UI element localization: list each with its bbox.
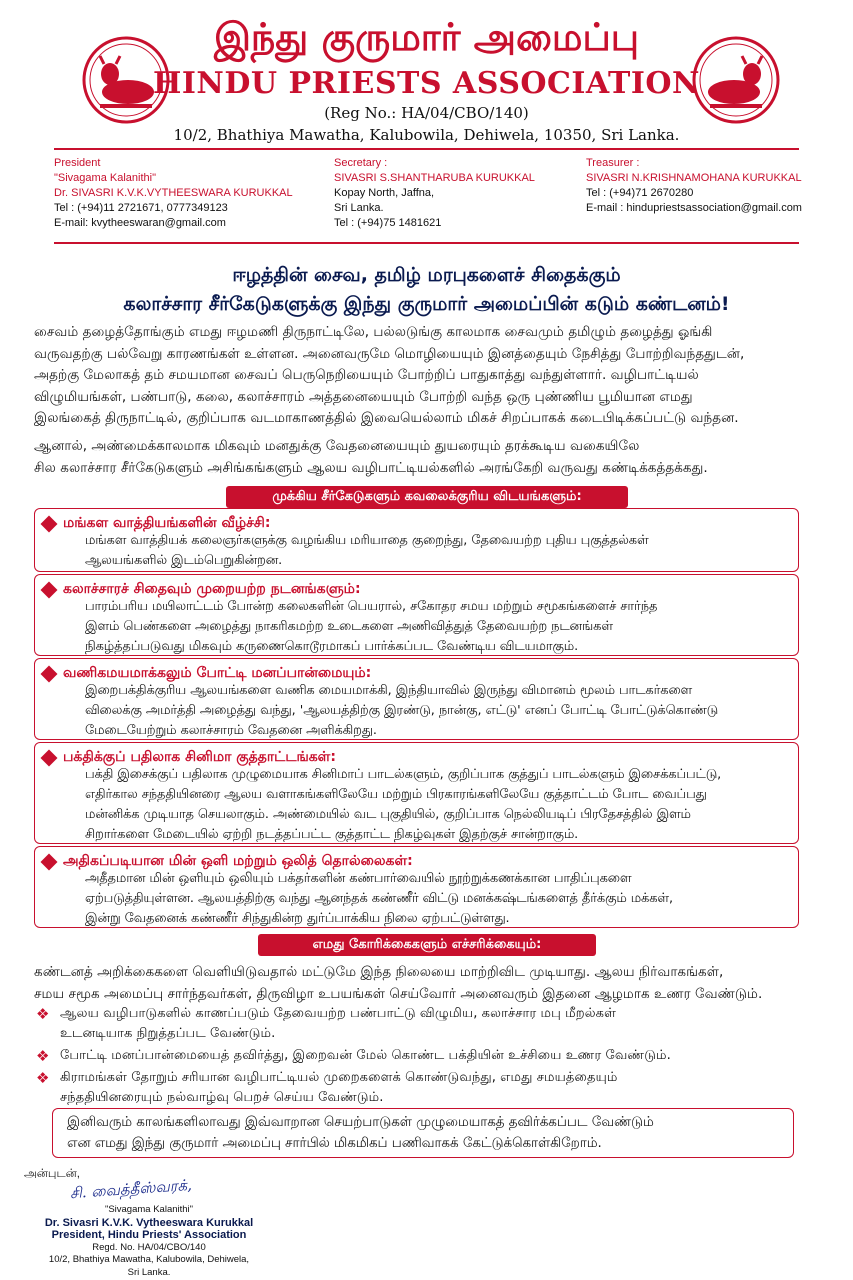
registration-number: (Reg No.: HA/04/CBO/140) <box>324 104 529 122</box>
treasurer-name: SIVASRI N.KRISHNAMOHANA KURUKKAL <box>586 172 802 184</box>
issue-body <box>85 597 657 657</box>
association-address: 10/2, Bhathiya Mawatha, Kalubowila, Dehiwela, 10350, Sri Lanka. <box>173 126 680 144</box>
requests-intro-line: கண்டனத் அறிக்கைகளை வெளியிடுவதால் மட்டுமே இந்த நிலையை மாற்றிவிட முடியாது. ஆலய நிர்வாகங்கள், <box>34 964 724 980</box>
treasurer-block <box>586 156 826 216</box>
issue-body <box>85 531 649 571</box>
diamond-bullet-icon <box>41 750 58 767</box>
request-item <box>60 1046 671 1066</box>
issue-body <box>85 765 721 845</box>
issue-body-line: பாரம்பரிய மயிலாட்டம் போன்ற கலைகளின் பெயரால், சகோதர சமய மற்றும் சமூகங்களைச் சார்ந்த <box>85 599 658 614</box>
issue-title: கலாச்சாரச் சிதைவும் முறையற்ற நடனங்களும்: <box>63 581 361 597</box>
issue-body-line: சிறார்களை மேடையில் ஏற்றி நடத்தப்பட்ட குத்தாட்ட நிகழ்வுகள் இதற்குச் சான்றாகும். <box>85 827 579 842</box>
issue-title: அதிகப்படியான மின் ஒளி மற்றும் ஒலித் தொல்லைகள்: <box>63 853 413 869</box>
flower-bullet-icon: ❖ <box>36 1069 50 1087</box>
handwritten-signature: சி. வைத்தீஸ்வரக், <box>69 1175 193 1203</box>
signature-block <box>24 1204 274 1279</box>
request-item <box>60 1004 616 1044</box>
issue-body <box>85 681 718 741</box>
issue-body-line: மன்னிக்க முடியாத செயலாகும். அண்மையில் வட புகுதியில், குறிப்பாக நெல்லியடிப் பிரதேசத்தில் இளம் <box>85 807 691 822</box>
treasurer-role: Treasurer : <box>586 157 640 169</box>
issue-card <box>34 658 799 740</box>
issue-body-line: ஆலயங்களில் இடம்பெறுகின்றன. <box>85 553 283 568</box>
issue-body-line: இன்று வேதனைக் கண்ணீர் சிந்துகின்ற துர்ப்பாக்கிய நிலை ஏற்பட்டுள்ளது. <box>85 911 510 926</box>
diamond-bullet-icon <box>41 582 58 599</box>
issue-body-line: எதிர்கால சந்ததியினரை ஆலய வளாகங்களிலேயே மற்றும் பிரகாரங்களிலேயே குத்தாட்டம் போட வைப்பது <box>85 787 707 802</box>
intro-paragraph-2 <box>34 436 824 479</box>
issue-card <box>34 742 799 844</box>
issue-card <box>34 846 799 928</box>
president-role: President <box>54 157 101 169</box>
request-item <box>60 1068 618 1108</box>
issue-body-line: இறைபக்திக்குரிய ஆலயங்களை வணிக மையமாக்கி, இந்தியாவில் இருந்து விமானம் மூலம் பாடகர்களை <box>85 683 693 698</box>
secretary-tel: Tel : (+94)75 1481621 <box>334 217 442 229</box>
signature-title: "Sivagama Kalanithi" <box>104 1204 194 1215</box>
issue-card <box>34 508 799 572</box>
closing-line: என எமது இந்து குருமார் அமைப்பு சார்பில் மிகமிகப் பணிவாகக் கேட்டுக்கொள்கிறோம். <box>67 1136 602 1151</box>
issue-body-line: ஏற்படுத்தியுள்ளன. ஆலயத்திற்கு வந்து ஆனந்தக் கண்ணீர் விட்டு மனக்கஷ்டங்களைத் தீர்க்கும் மக்கள், <box>85 891 674 906</box>
issue-body-line: நிகழ்த்தப்படுவது மிகவும் கருணைகொடூரமாகப் பார்க்கப்பட வேண்டிய விடயமாகும். <box>85 639 579 654</box>
signature-address-2: Sri Lanka. <box>127 1266 171 1278</box>
flower-bullet-icon: ❖ <box>36 1047 50 1065</box>
secretary-name: SIVASRI S.SHANTHARUBA KURUKKAL <box>334 172 535 184</box>
association-title-tamil: இந்து குருமார் அமைப்பு <box>213 15 640 59</box>
secretary-role: Secretary : <box>334 157 388 169</box>
headline-line-2: கலாச்சார சீர்கேடுகளுக்கு இந்து குருமார் அமைப்பின் கடும் கண்டனம்! <box>123 293 730 315</box>
issue-title: வணிகமயமாக்கலும் போட்டி மனப்பான்மையும்: <box>63 665 372 681</box>
intro-paragraph <box>34 322 824 430</box>
president-block <box>54 156 324 231</box>
signature-position: President, Hindu Priests' Association <box>51 1229 247 1241</box>
president-honorific: "Sivagama Kalanithi" <box>54 172 156 184</box>
president-name: Dr. SIVASRI K.V.K.VYTHEESWARA KURUKKAL <box>54 187 293 199</box>
issue-body-line: அதீதமான மின் ஒளியும் ஒலியும் பக்தர்களின் கண்பார்வையில் நூற்றுக்கணக்கான பாதிப்புகளை <box>85 871 632 886</box>
diamond-bullet-icon <box>41 516 58 533</box>
intro-line: இலங்கைத் திருநாட்டில், குறிப்பாக வடமாகாணத்தில் இவையெல்லாம் மிகச் சிறப்பாகக் கடைபிடிக்கப்பட்டு வந்தன. <box>34 410 739 426</box>
closing-line: இனிவரும் காலங்களிலாவது இவ்வாறான செயற்பாடுகள் முழுமையாகத் தவிர்க்கப்பட வேண்டும் <box>67 1115 654 1130</box>
intro-line: அதற்கு மேலாகத் தம் சமயமான சைவப் பெருநெறியையும் போற்றிப் பாதுகாத்து வந்துள்ளார். வழிபாட்டியல் <box>34 367 699 383</box>
headline-line-1: ஈழத்தின் சைவ, தமிழ் மரபுகளைச் சிதைக்கும் <box>232 264 621 286</box>
secretary-block <box>334 156 574 231</box>
association-title-english: HINDU PRIESTS ASSOCIATION <box>153 66 700 101</box>
salutation: அன்புடன், <box>24 1168 80 1180</box>
signature-reg: Regd. No. HA/04/CBO/140 <box>92 1241 206 1253</box>
intro-line: ஆனால், அண்மைக்காலமாக மிகவும் மனதுக்கு வேதனையையும் துயரையும் தரக்கூடிய வகையிலே <box>34 438 640 454</box>
header-divider-bottom <box>54 242 799 244</box>
issue-body-line: மங்கள வாத்தியக் கலைஞர்களுக்கு வழங்கிய மரியாதை குறைந்து, தேவையற்ற புதிய புகுத்தல்கள் <box>85 533 649 548</box>
request-line: சந்ததியினரையும் நல்வாழ்வு பெறச் செய்ய வேண்டும். <box>60 1090 384 1105</box>
request-line: ஆலய வழிபாடுகளில் காணப்படும் தேவையற்ற பண்பாட்டு விழுமிய, கலாச்சார மபு மீறல்கள் <box>60 1006 616 1021</box>
request-line: உடனடியாக நிறுத்தப்பட வேண்டும். <box>60 1026 276 1041</box>
issue-title: பக்திக்குப் பதிலாக சினிமா குத்தாட்டங்கள்: <box>63 749 336 765</box>
request-line: போட்டி மனப்பான்மையைத் தவிர்த்து, இறைவன் மேல் கொண்ட பக்தியின் உச்சியை உணர வேண்டும். <box>60 1048 671 1063</box>
signature-address-1: 10/2, Bhathiya Mawatha, Kalubowila, Dehiwela, <box>48 1254 250 1265</box>
closing-statement <box>52 1108 794 1158</box>
intro-line: வருவதற்கு பல்வேறு காரணங்கள் உள்ளன. அனைவருமே மொழியையும் இனத்தையும் நேசித்து போற்றிவந்ததுடன், <box>34 345 745 362</box>
secretary-address-2: Sri Lanka. <box>334 202 384 214</box>
issue-body-line: பக்தி இசைக்குப் பதிலாக முழுமையாக சினிமாப் பாடல்களும், குறிப்பாக குத்துப் பாடல்களும் இசைக்கப்பட்டு, <box>85 767 722 782</box>
intro-line: சைவம் தழைத்தோங்கும் எமது ஈழமணி திருநாட்டிலே, பல்லடுங்கு காலமாக சைவமும் தமிழும் தழைத்து ஓங்கி <box>34 324 713 340</box>
secretary-address-1: Kopay North, Jaffna, <box>334 187 435 199</box>
diamond-bullet-icon <box>41 854 58 871</box>
issues-heading: முக்கிய சீர்கேடுகளும் கவலைக்குரிய விடயங்களும்: <box>226 486 628 508</box>
treasurer-email: E-mail : hindupriestsassociation@gmail.com <box>586 202 802 214</box>
issue-body <box>85 869 673 929</box>
header-divider-top <box>54 148 799 150</box>
treasurer-tel: Tel : (+94)71 2670280 <box>586 187 694 199</box>
requests-heading: எமது கோரிக்கைகளும் எச்சரிக்கையும்: <box>258 934 596 956</box>
flower-bullet-icon: ❖ <box>36 1005 50 1023</box>
issue-body-line: விலைக்கு அமர்த்தி அழைத்து வந்து, 'ஆலயத்திற்கு இரண்டு, நான்கு, எட்டு' எனப் போட்டி போட்டுக்கொண்டு <box>85 703 719 718</box>
issue-body-line: இளம் பெண்களை அழைத்து நாகரிகமற்ற உடைகளை அணிவித்துத் தேவையற்ற நடனங்கள் <box>85 619 613 634</box>
signature-name: Dr. Sivasri K.V.K. Vytheeswara Kurukkal <box>44 1216 254 1229</box>
intro-line: சில கலாச்சார சீர்கேடுகளும் அசிங்கங்களும் ஆலய வழிபாட்டியல்களில் அரங்கேறி வருவது கண்டிக்கத்தக்கது. <box>34 459 708 476</box>
issue-card <box>34 574 799 656</box>
diamond-bullet-icon <box>41 666 58 683</box>
request-line: கிராமங்கள் தோறும் சரியான வழிபாட்டியல் முறைகளைக் கொண்டுவந்து, எமது சமயத்தையும் <box>60 1070 618 1085</box>
president-email: E-mail: kvytheeswaran@gmail.com <box>54 217 226 229</box>
issue-title: மங்கள வாத்தியங்களின் வீழ்ச்சி: <box>63 515 271 531</box>
intro-line: விழுமியங்கள், பண்பாடு, கலை, கலாச்சாரம் அத்தனையையும் போற்றி வந்த ஒரு புண்ணிய பூமியான எமது <box>34 388 693 405</box>
issue-body-line: மேடையேற்றும் கலாச்சாரம் வேதனை அளிக்கிறது. <box>85 723 378 738</box>
requests-intro <box>34 962 824 1005</box>
requests-intro-line: சமய சமூக அமைப்பு சார்ந்தவர்கள், திருவிழா உபயங்கள் செய்வோர் அனைவரும் இதனை ஆழமாக உணர வேண்டும். <box>34 985 763 1002</box>
president-tel: Tel : (+94)11 2721671, 0777349123 <box>54 202 228 214</box>
